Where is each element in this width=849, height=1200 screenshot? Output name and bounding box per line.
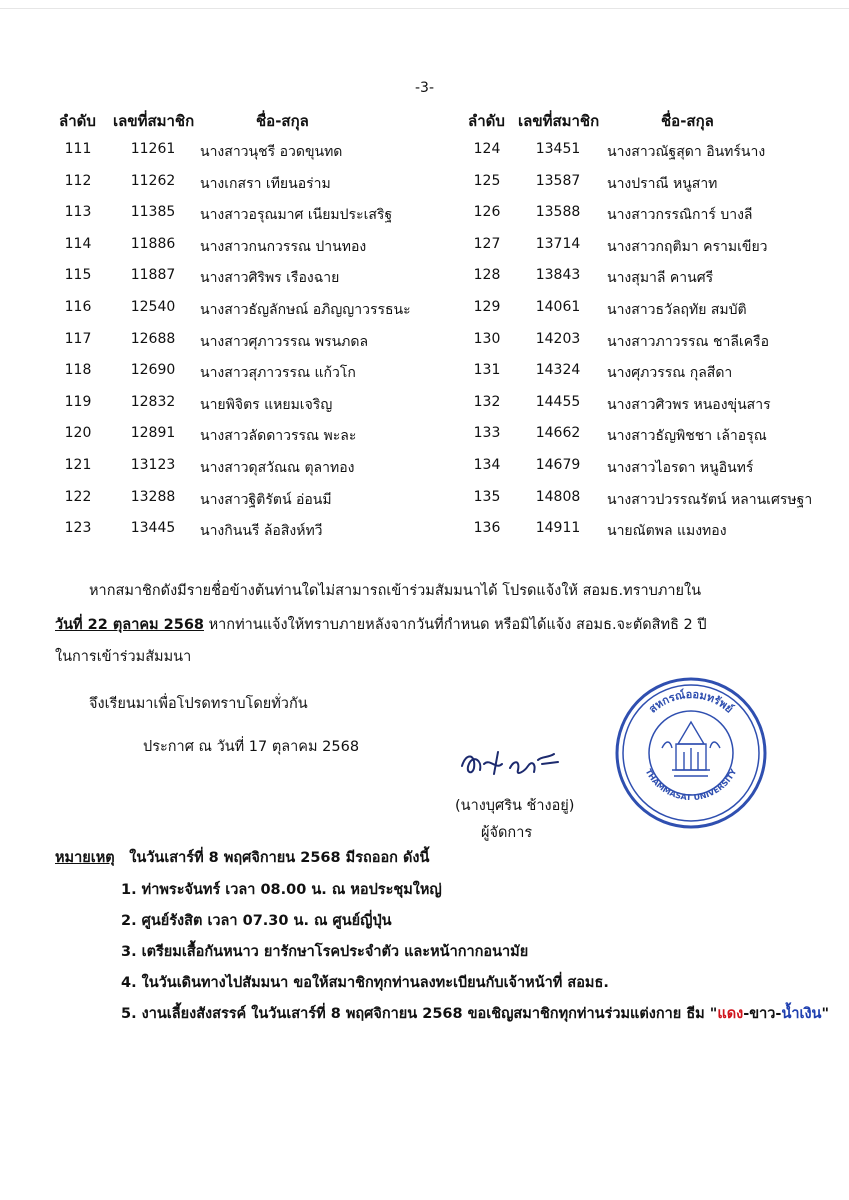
remark-item-5-prefix: 5. งานเลี้ยงสังสรรค์ ในวันเสาร์ที่ 8 พฤศจิกายน 2568 ขอเชิญสมาชิกทุกท่านร่วมแต่งกาย ธีม " xyxy=(121,1006,718,1022)
signature xyxy=(458,742,568,782)
member-name: นางสาวณัฐสุดา อินทร์นาง xyxy=(607,144,766,160)
theme-blue: น้ำเงิน xyxy=(781,1006,822,1022)
member-name: นางสาวภาวรรณ ชาลีเครือ xyxy=(607,333,769,350)
row-number: 133 xyxy=(473,425,501,442)
member-name: นางสุมาลี คานศรี xyxy=(607,270,714,287)
member-id: 13843 xyxy=(535,267,581,284)
member-id: 13587 xyxy=(535,172,581,189)
member-id: 14679 xyxy=(535,457,581,473)
remark-item-3: 3. เตรียมเสื้อกันหนาว ยารักษาโรคประจำตัว และหน้ากากอนามัย xyxy=(121,944,529,960)
row-number: 127 xyxy=(473,235,501,252)
row-number: 135 xyxy=(473,488,501,505)
member-id: 14455 xyxy=(535,393,581,410)
header-member-left: เลขที่สมาชิก xyxy=(113,112,195,130)
row-number: 134 xyxy=(473,457,501,473)
member-id: 11886 xyxy=(130,235,176,252)
member-id: 12688 xyxy=(130,330,176,347)
row-number: 132 xyxy=(473,393,501,410)
remark-item-5-end: " xyxy=(821,1006,830,1022)
page-number: -3- xyxy=(414,80,434,96)
remark-item-1: 1. ท่าพระจันทร์ เวลา 08.00 น. ณ หอประชุมใหญ่ xyxy=(121,882,442,898)
member-name: นางสาวปวรรณรัตน์ หลานเศรษฐา xyxy=(607,491,813,508)
member-name: นางสาวอรุณมาศ เนียมประเสริฐ xyxy=(200,207,393,224)
header-name-left: ชื่อ-สกุล xyxy=(256,112,309,130)
seal-stamp xyxy=(612,674,770,832)
member-name: นางสาวลัดดาวรรณ พะละ xyxy=(200,428,357,445)
member-id: 13123 xyxy=(130,457,176,473)
notice-line-3: ในการเข้าร่วมสัมมนา xyxy=(55,649,192,665)
remark-intro: ในวันเสาร์ที่ 8 พฤศจิกายน 2568 มีรถออก ดังนี้ xyxy=(129,850,430,866)
member-name: นางสาวดุสวัณณ ตุลาทอง xyxy=(200,460,355,476)
member-name: นางสาวศิริพร เรืองฉาย xyxy=(200,270,340,287)
seal-top-text: สหกรณ์ออมทรัพย์ xyxy=(646,687,736,716)
row-number: 124 xyxy=(473,141,501,157)
notice-line-2-rest: หากท่านแจ้งให้ทราบภายหลังจากวันที่กำหนด หรือมิได้แจ้ง สอมธ.จะตัดสิทธิ 2 ปี xyxy=(208,617,707,633)
member-id: 13451 xyxy=(535,141,581,157)
member-id: 14808 xyxy=(535,488,581,505)
signer-title: ผู้จัดการ xyxy=(481,825,533,841)
member-name: นางสาวกรรณิการ์ บางลี xyxy=(607,207,753,224)
member-name: นายณัตพล แมงทอง xyxy=(607,523,727,540)
member-name: นางกินนรี ล้อสิงห์ทวี xyxy=(200,523,323,540)
member-id: 11261 xyxy=(130,141,176,157)
announce-date: ประกาศ ณ วันที่ 17 ตุลาคม 2568 xyxy=(143,739,360,755)
member-name: นางสาวนุชรี อวดขุนทด xyxy=(200,144,343,160)
row-number: 120 xyxy=(64,425,92,442)
row-number: 125 xyxy=(473,172,501,189)
member-name: นายพิจิตร แหยมเจริญ xyxy=(200,396,333,413)
row-number: 123 xyxy=(64,520,92,537)
notice-line-1: หากสมาชิกดังมีรายชื่อข้างต้นท่านใดไม่สามารถเข้าร่วมสัมมนาได้ โปรดแจ้งให้ สอมธ.ทราบภายใน xyxy=(89,583,702,599)
theme-red: แดง xyxy=(717,1006,744,1022)
row-number: 116 xyxy=(64,299,92,315)
top-rule xyxy=(0,8,849,9)
remark-heading xyxy=(55,846,429,869)
seal-bottom-text: THAMMASAT UNIVERSITY xyxy=(643,767,739,803)
member-id: 12891 xyxy=(130,425,176,442)
member-id: 13288 xyxy=(130,488,176,505)
remark-item-5 xyxy=(121,1002,829,1025)
member-name: นางสาวกนกวรรณ ปานทอง xyxy=(200,238,367,255)
member-id: 11262 xyxy=(130,172,176,189)
header-no-right: ลำดับ xyxy=(468,112,505,130)
row-number: 121 xyxy=(64,457,92,473)
member-name: นางสาวธัญลักษณ์ อภิญญาวรรธนะ xyxy=(200,302,411,318)
closing-line: จึงเรียนมาเพื่อโปรดทราบโดยทั่วกัน xyxy=(89,696,308,712)
theme-white: -ขาว- xyxy=(743,1006,782,1022)
member-name: นางสาวศิวพร หนองขุ่นสาร xyxy=(607,396,771,413)
row-number: 126 xyxy=(473,204,501,221)
row-number: 117 xyxy=(64,330,92,347)
member-id: 12832 xyxy=(130,393,176,410)
row-number: 111 xyxy=(64,141,92,157)
member-id: 12540 xyxy=(130,299,176,315)
row-number: 114 xyxy=(64,235,92,252)
row-number: 136 xyxy=(473,520,501,537)
row-number: 128 xyxy=(473,267,501,284)
remark-label: หมายเหตุ xyxy=(55,850,115,866)
member-id: 14203 xyxy=(535,330,581,347)
member-name: นางเกสรา เทียนอร่าม xyxy=(200,175,331,192)
member-id: 13445 xyxy=(130,520,176,537)
member-id: 14662 xyxy=(535,425,581,442)
header-no-left: ลำดับ xyxy=(59,112,96,130)
signer-name: (นางบุศริน ช้างอยู่) xyxy=(455,798,575,814)
deadline-date: วันที่ 22 ตุลาคม 2568 xyxy=(55,617,204,633)
row-number: 130 xyxy=(473,330,501,347)
member-name: นางปราณี หนูสาท xyxy=(607,175,718,192)
svg-text:THAMMASAT UNIVERSITY xyxy=(644,767,739,802)
row-number: 118 xyxy=(64,362,92,379)
member-id: 11887 xyxy=(130,267,176,284)
member-name: นางสาวฐิติรัตน์ อ่อนมี xyxy=(200,491,332,508)
member-id: 11385 xyxy=(130,204,176,221)
member-id: 14061 xyxy=(535,299,581,315)
header-name-right: ชื่อ-สกุล xyxy=(661,112,714,130)
row-number: 129 xyxy=(473,299,501,315)
remark-item-4: 4. ในวันเดินทางไปสัมมนา ขอให้สมาชิกทุกท่านลงทะเบียนกับเจ้าหน้าที่ สอมธ. xyxy=(121,975,609,991)
row-number: 115 xyxy=(64,267,92,284)
member-name: นางสาวธวัลฤทัย สมบัติ xyxy=(607,302,747,318)
row-number: 131 xyxy=(473,362,501,379)
member-id: 12690 xyxy=(130,362,176,379)
header-member-right: เลขที่สมาชิก xyxy=(518,112,600,130)
member-id: 14911 xyxy=(535,520,581,537)
member-name: นางสาวกฤติมา ครามเขียว xyxy=(607,238,768,255)
row-number: 122 xyxy=(64,488,92,505)
row-number: 112 xyxy=(64,172,92,189)
member-id: 14324 xyxy=(535,362,581,379)
remark-item-2: 2. ศูนย์รังสิต เวลา 07.30 น. ณ ศูนย์ญี่ปุ่น xyxy=(121,913,392,929)
member-name: นางสาวศุภาวรรณ พรนภดล xyxy=(200,333,369,350)
member-name: นางศุภวรรณ กุลสีดา xyxy=(607,365,733,382)
notice-line-2 xyxy=(55,613,707,636)
row-number: 119 xyxy=(64,393,92,410)
member-id: 13714 xyxy=(535,235,581,252)
member-id: 13588 xyxy=(535,204,581,221)
member-name: นางสาวไอรดา หนูอินทร์ xyxy=(607,460,754,476)
row-number: 113 xyxy=(64,204,92,221)
member-name: นางสาวสุภาวรรณ แก้วโก xyxy=(200,365,356,382)
member-name: นางสาวธัญพิชชา เล้าอรุณ xyxy=(607,428,767,445)
